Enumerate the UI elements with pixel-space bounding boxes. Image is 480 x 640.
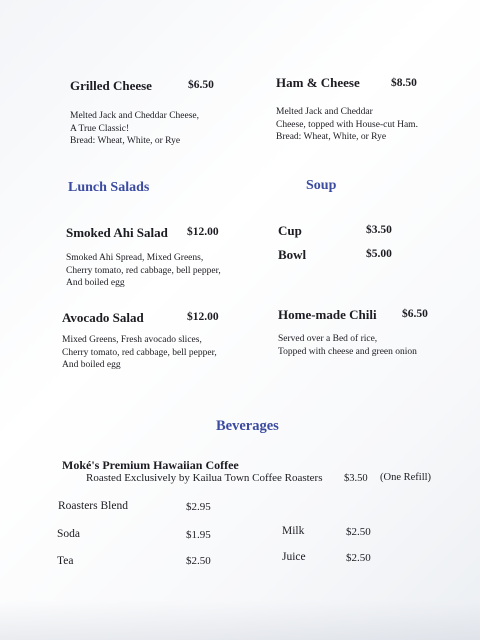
desc-line: And boiled egg [62,360,121,370]
desc-line: A True Classic! [70,123,130,134]
coffee-price: $3.50 [344,473,368,484]
desc-line: Cherry tomato, red cabbage, bell pepper, [62,347,217,358]
smoked-ahi-salad-name: Smoked Ahi Salad [66,225,168,240]
roasters-blend-price: $2.95 [186,501,211,513]
desc-line: Smoked Ahi Spread, Mixed Greens, [66,253,204,263]
lunch-salads-heading: Lunch Salads [68,180,150,195]
tea-price: $2.50 [186,555,211,567]
chili-price: $6.50 [402,308,428,320]
desc-line: Bread: Wheat, White, or Rye [276,132,387,142]
desc-line: Melted Jack and Cheddar [276,107,373,117]
smoked-ahi-salad-price: $12.00 [187,226,219,238]
grilled-cheese-desc [70,110,199,148]
soda-name: Soda [57,528,80,540]
roasters-blend-name: Roasters Blend [58,500,128,512]
avocado-salad-name: Avocado Salad [62,310,144,325]
juice-price: $2.50 [346,552,371,564]
smoked-ahi-salad-desc [66,252,221,290]
grilled-cheese-price: $6.50 [188,79,214,91]
coffee-refill-note: (One Refill) [380,472,432,483]
desc-line: Cheese, topped with House-cut Ham. [276,119,418,130]
juice-name: Juice [282,551,306,563]
paper-shadow [0,600,480,640]
coffee-roaster-line: Roasted Exclusively by Kailua Town Coffee Roasters [86,472,323,484]
desc-line: Melted Jack and Cheddar Cheese, [70,111,199,121]
desc-line: Cherry tomato, red cabbage, bell pepper, [66,265,221,276]
desc-line: And boiled egg [66,278,125,288]
coffee-title: Moké's Premium Hawaiian Coffee [62,458,239,472]
ham-cheese-desc [276,106,418,144]
avocado-salad-desc [62,334,217,372]
desc-line: Topped with cheese and green onion [278,346,417,357]
ham-cheese-name: Ham & Cheese [276,75,360,90]
desc-line: Bread: Wheat, White, or Rye [70,136,181,146]
milk-name: Milk [282,525,305,537]
desc-line: Served over a Bed of rice, [278,334,378,344]
soup-cup-price: $3.50 [366,224,392,236]
desc-line: Mixed Greens, Fresh avocado slices, [62,335,202,345]
soup-bowl-price: $5.00 [366,248,392,260]
ham-cheese-price: $8.50 [391,77,417,89]
soup-heading: Soup [306,178,337,193]
tea-name: Tea [57,555,74,567]
milk-price: $2.50 [346,526,371,538]
grilled-cheese-name: Grilled Cheese [70,78,152,93]
avocado-salad-price: $12.00 [187,311,219,323]
chili-name: Home-made Chili [278,307,377,322]
soda-price: $1.95 [186,529,211,541]
chili-desc [278,333,417,358]
soup-bowl-name: Bowl [278,247,307,262]
beverages-heading: Beverages [216,418,279,434]
soup-cup-name: Cup [278,223,302,238]
